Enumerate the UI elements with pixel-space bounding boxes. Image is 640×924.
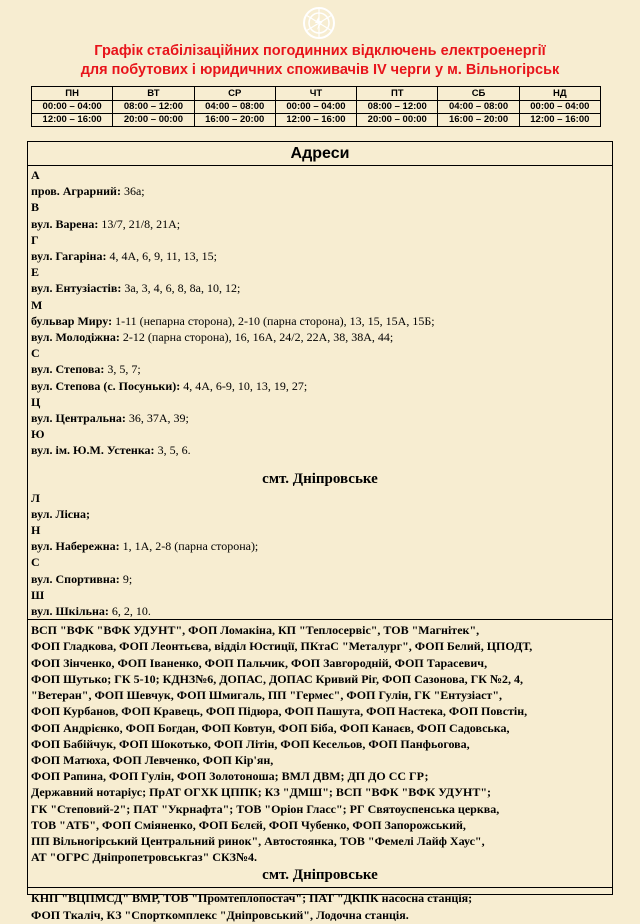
organization-line: АТ "ОГРС Дніпропетровськгаз" СКЗ№4. (31, 850, 258, 865)
outage-schedule-table (31, 86, 601, 127)
house-numbers: 36, 37А, 39; (125, 411, 189, 426)
time-slot-cell: 08:00 – 12:00 (113, 101, 194, 114)
house-numbers: 4, 4А, 6-9, 10, 13, 19, 27; (180, 378, 308, 393)
street-entry (31, 216, 612, 232)
street-name: вул. Варена: (31, 216, 99, 231)
time-slot-cell: 12:00 – 16:00 (275, 114, 356, 127)
city-address-list (28, 166, 612, 459)
day-header-cell: ВТ (113, 87, 194, 101)
day-header-cell: НД (519, 87, 600, 101)
street-entry (31, 378, 612, 394)
house-numbers: 3а, 3, 4, 6, 8, 8а, 10, 12; (121, 281, 241, 296)
street-entry (31, 183, 612, 199)
street-entry (31, 313, 612, 329)
organization-line: КНП "ВЦПМСД" ВМР, ТОВ "Промтеплопостач"; ПАТ "ДКПК насосна станція; (31, 891, 473, 906)
day-header-cell: СБ (438, 87, 519, 101)
organization-line: ФОП Бабійчук, ФОП Шокотько, ФОП Літін, ФОП Кесельов, ФОП Панфьогова, (31, 736, 470, 751)
street-name: вул. Спортивна: (31, 571, 120, 586)
time-slot-cell: 12:00 – 16:00 (519, 114, 600, 127)
street-name: вул. Степова: (31, 362, 105, 377)
alphabet-letter: А (31, 168, 40, 182)
street-entry (31, 410, 612, 426)
time-slot-cell: 12:00 – 16:00 (32, 114, 113, 127)
house-numbers: 1-11 (непарна сторона), 2-10 (парна сторона), 13, 15, 15А, 15Б; (112, 313, 435, 328)
time-slot-cell: 04:00 – 08:00 (194, 101, 275, 114)
organization-line: ФОП Зінченко, ФОП Іваненко, ФОП Пальчик, ФОП Завгородній, ФОП Тарасевич, (31, 655, 488, 670)
title-line-2: для побутових і юридичних споживачів IV черги у м. Вільногірськ (80, 62, 560, 78)
day-header-cell: СР (194, 87, 275, 101)
street-name: бульвар Миру: (31, 313, 113, 328)
house-numbers: 2-12 (парна сторона), 16, 16А, 24/2, 22А, 38, 38А, 44; (119, 330, 394, 345)
street-entry (31, 329, 612, 345)
alphabet-letter: Л (31, 490, 40, 505)
time-slot-cell: 00:00 – 04:00 (519, 101, 600, 114)
schedule-days-row (32, 87, 601, 101)
street-entry (31, 361, 612, 377)
addresses-panel (27, 141, 613, 923)
house-numbers: 1, 1А, 2-8 (парна сторона); (119, 539, 259, 554)
street-entry (31, 538, 612, 554)
street-name: пров. Аграрний: (31, 184, 121, 199)
time-slot-cell: 08:00 – 12:00 (357, 101, 438, 114)
organization-line: ФОП Шутько; ГК 5-10; КДНЗ№6, ДОПАС, ДОПАС Кривий Ріг, ФОП Сазонова, ГК №2, 4, (31, 671, 524, 686)
day-header-cell: ПТ (357, 87, 438, 101)
settlement-title: смт. Дніпровське (262, 470, 378, 487)
organization-line: ФОП Рапина, ФОП Гулін, ФОП Золотоноша; ВМЛ ДВМ; ДП ДО СС ГР; (31, 769, 429, 784)
house-numbers: 4, 4А, 6, 9, 11, 13, 15; (106, 249, 218, 264)
alphabet-letter: Ю (31, 427, 45, 442)
alphabet-letter: Ш (31, 587, 45, 602)
organization-line: "Ветеран", ФОП Шевчук, ФОП Шмигаль, ПП "Гермес", ФОП Гулін, ГК "Ентузіаст", (31, 688, 502, 703)
alphabet-letter: Н (31, 523, 41, 538)
time-slot-cell: 20:00 – 00:00 (113, 114, 194, 127)
time-slot-cell: 16:00 – 20:00 (194, 114, 275, 127)
organization-line: Державний нотаріус; ПрАТ ОГХК ЦППК; КЗ "ДМШ"; ВСП "ВФК "ВФК УДУНТ"; (31, 785, 492, 800)
schedule-slot-row-2 (32, 114, 601, 127)
alphabet-letter: Ц (31, 394, 41, 409)
alphabet-letter: Г (31, 232, 39, 247)
house-numbers: 6, 2, 10. (108, 604, 151, 619)
street-entry (31, 442, 612, 458)
organizations-list (28, 620, 612, 865)
time-slot-cell: 20:00 – 00:00 (357, 114, 438, 127)
street-name: вул. Ентузіастів: (31, 281, 122, 296)
house-numbers: 3, 5, 7; (104, 362, 141, 377)
street-name: вул. Молодіжна: (31, 330, 120, 345)
street-entry (31, 248, 612, 264)
alphabet-letter: Е (31, 265, 40, 280)
street-name: вул. Степова (с. Посуньки): (31, 378, 181, 393)
time-slot-cell: 00:00 – 04:00 (275, 101, 356, 114)
organization-line: ФОП Курбанов, ФОП Кравець, ФОП Підюра, ФОП Пашута, ФОП Настека, ФОП Повстін, (31, 704, 528, 719)
organization-line: ФОП Матюха, ФОП Левченко, ФОП Кір'ян, (31, 752, 274, 767)
house-numbers: 3, 5, 6. (154, 443, 191, 458)
street-name: вул. Набережна: (31, 539, 120, 554)
street-name: вул. Шкільна: (31, 604, 109, 619)
settlement-organizations-list (28, 888, 612, 924)
street-entry (31, 280, 612, 296)
alphabet-letter: С (31, 555, 40, 570)
organization-line: ПП Вільногірський Центральний ринок", Автостоянка, ТОВ "Фемелі Лайф Хаус", (31, 833, 485, 848)
day-header-cell: ЧТ (275, 87, 356, 101)
settlement-title-2: смт. Дніпровське (262, 867, 378, 884)
street-name: вул. Центральна: (31, 411, 126, 426)
alphabet-letter: В (31, 200, 40, 215)
street-name: вул. Лісна; (31, 506, 91, 521)
settlement-address-list (28, 489, 612, 620)
house-numbers: 36а; (120, 184, 145, 199)
organization-line: ГК "Степовий-2"; ПАТ "Укрнафта"; ТОВ "Оріон Гласс"; РГ Святоуспенська церква, (31, 801, 500, 816)
street-name: вул. Гагаріна: (31, 249, 107, 264)
time-slot-cell: 00:00 – 04:00 (32, 101, 113, 114)
house-numbers: 9; (119, 571, 133, 586)
title-line-1: Графік стабілізаційних погодинних відключень електроенергії (94, 43, 546, 59)
schedule-title (0, 42, 640, 80)
time-slot-cell: 04:00 – 08:00 (438, 101, 519, 114)
street-entry (31, 571, 612, 587)
street-entry (31, 603, 612, 619)
street-entry (31, 506, 612, 522)
day-header-cell: ПН (32, 87, 113, 101)
alphabet-letter: С (31, 346, 40, 361)
schedule-slot-row-1 (32, 101, 601, 114)
addresses-heading: Адреси (28, 142, 612, 166)
street-name: вул. ім. Ю.М. Устенка: (31, 443, 155, 458)
organization-line: ФОП Ткаліч, КЗ "Спорткомплекс "Дніпровський", Лодочна станція. (31, 908, 409, 923)
organization-line: ТОВ "АТБ", ФОП Сміяненко, ФОП Бєлєй, ФОП Чубенко, ФОП Запорожський, (31, 817, 466, 832)
organization-line: ВСП "ВФК "ВФК УДУНТ", ФОП Ломакіна, КП "Теплосервіс", ТОВ "Магнітек", (31, 623, 480, 638)
organization-line: ФОП Гладкова, ФОП Леонтьєва, відділ Юстиції, ПКтаС "Металург", ФОП Белий, ЦПОДТ, (31, 639, 533, 654)
time-slot-cell: 16:00 – 20:00 (438, 114, 519, 127)
alphabet-letter: М (31, 297, 43, 312)
organization-line: ФОП Андрієнко, ФОП Богдан, ФОП Ковтун, ФОП Біба, ФОП Канаєв, ФОП Садовська, (31, 720, 510, 735)
utility-emblem-icon (302, 6, 336, 40)
house-numbers: 13/7, 21/8, 21А; (98, 216, 181, 231)
